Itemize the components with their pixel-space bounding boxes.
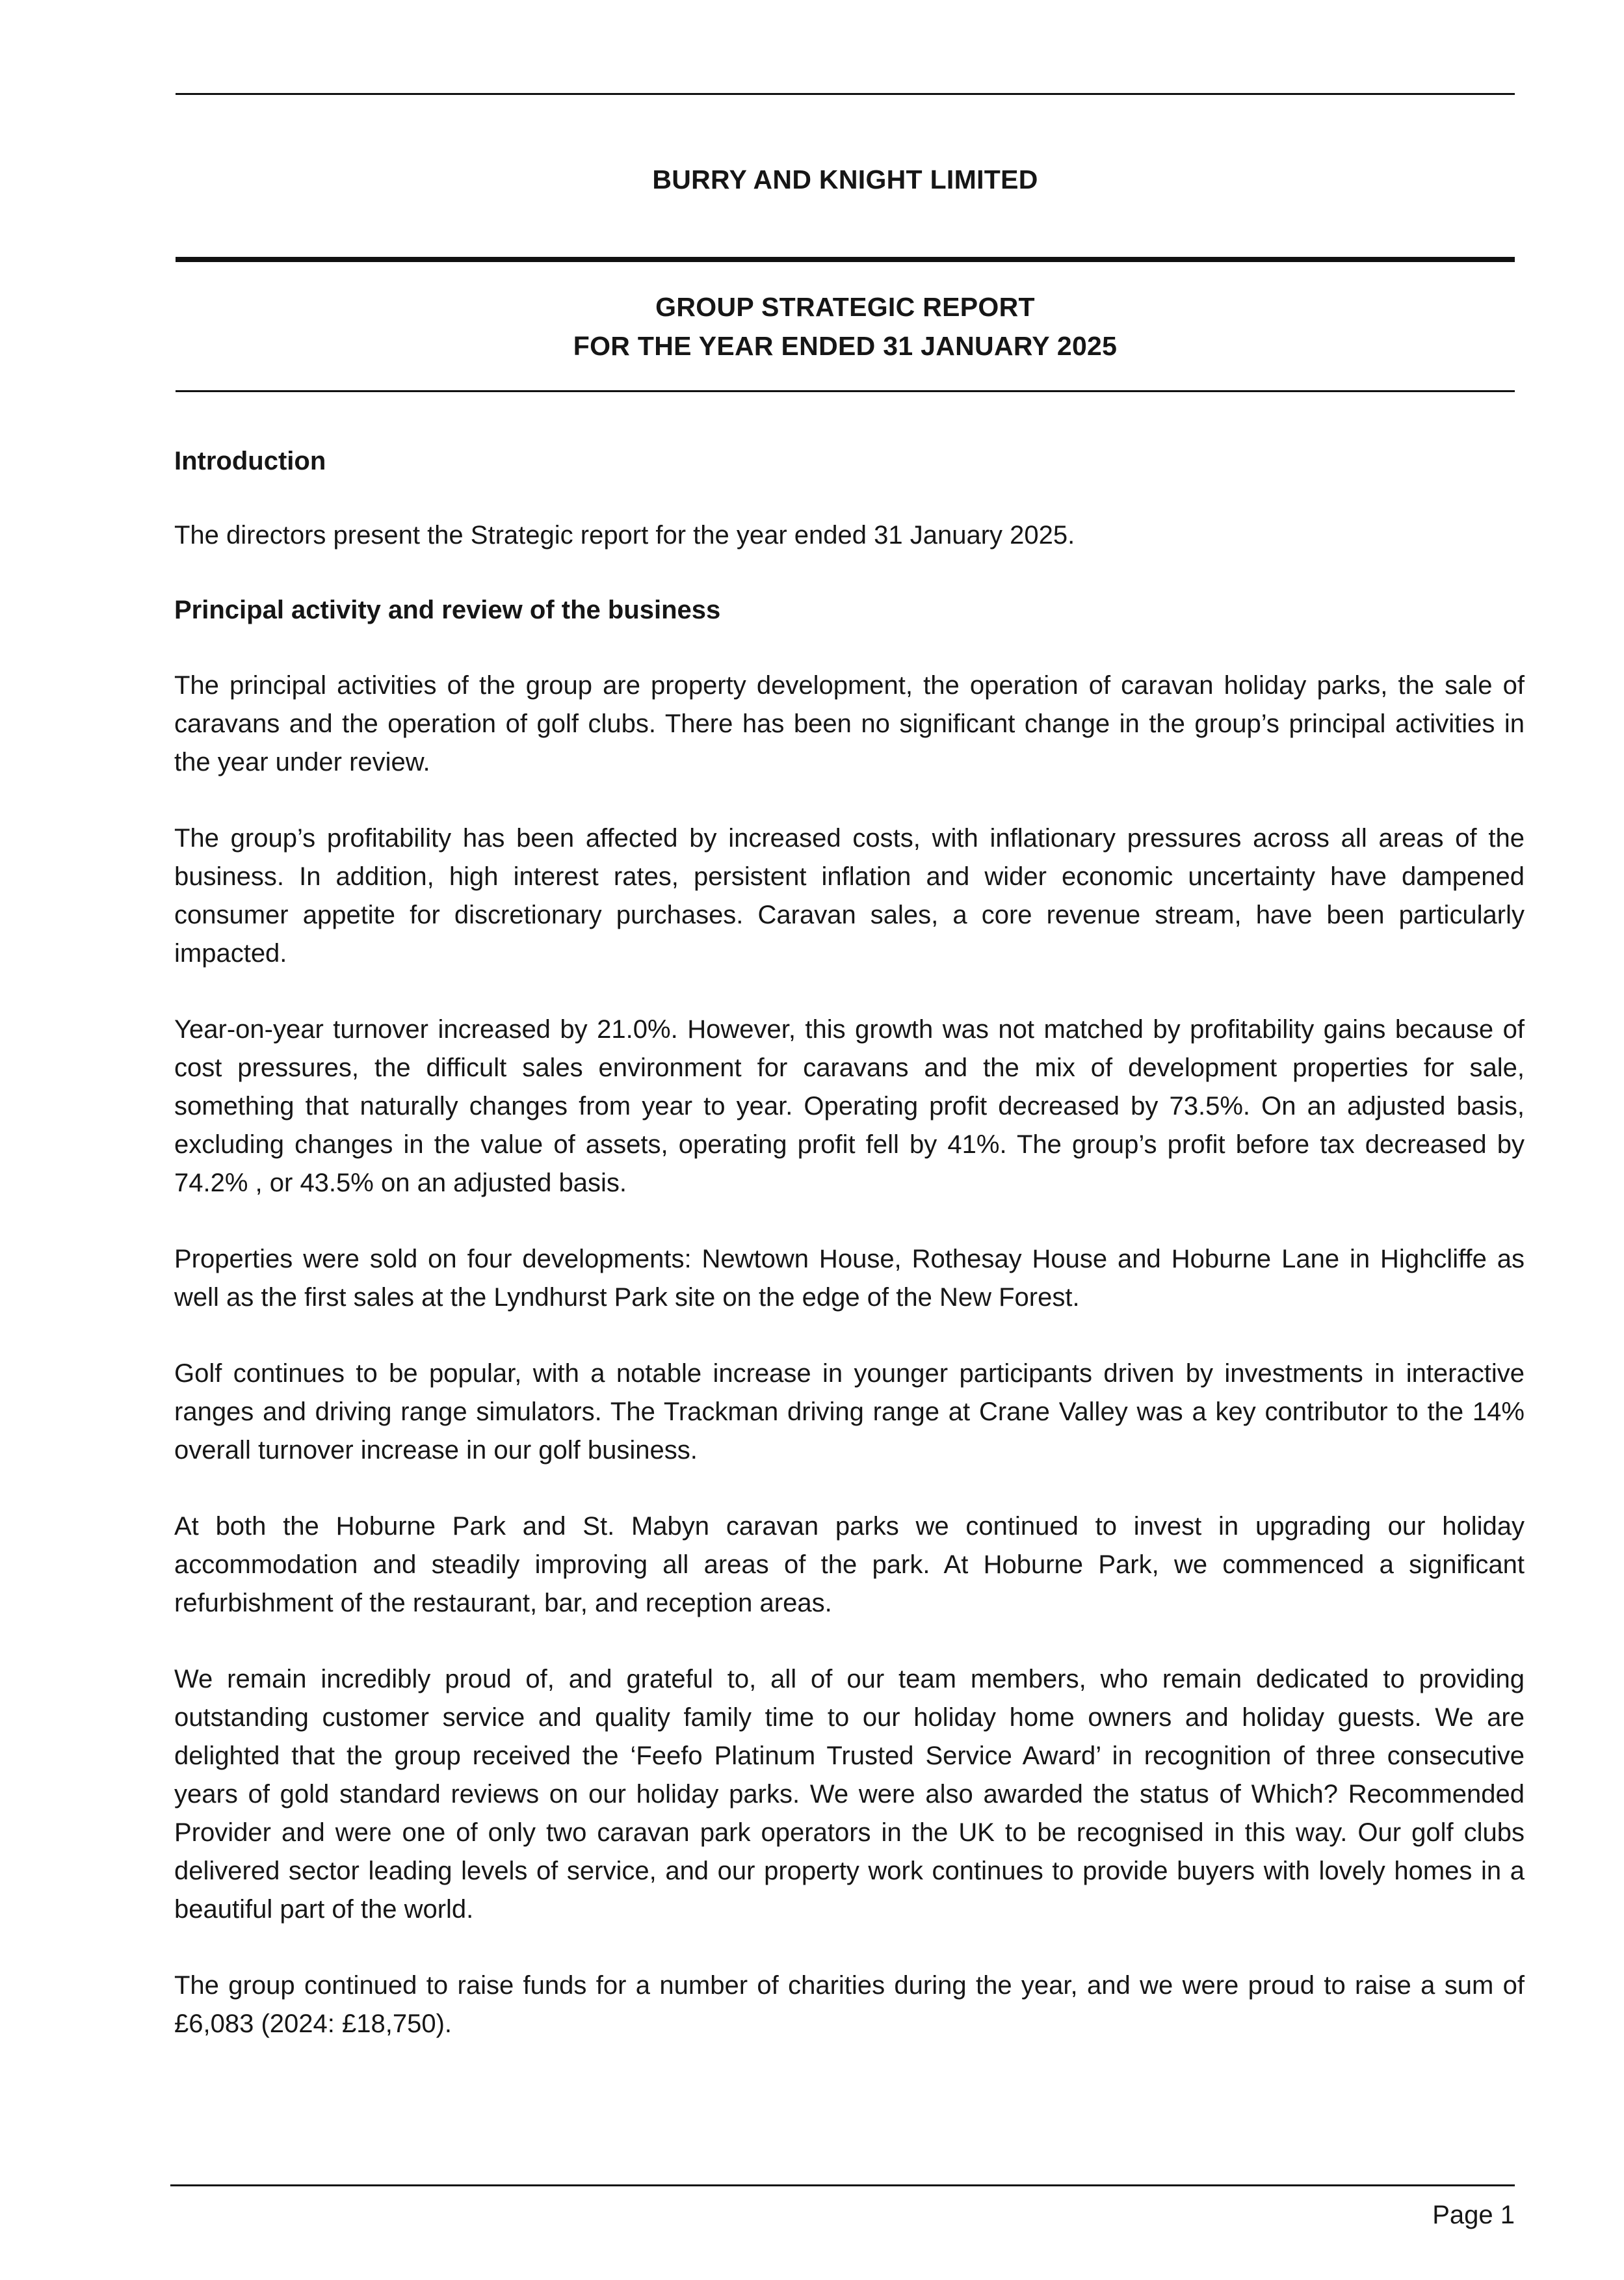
- introduction-paragraph: The directors present the Strategic report for the year ended 31 January 2025.: [174, 521, 1075, 550]
- paragraph-caravan-parks: At both the Hoburne Park and St. Mabyn caravan parks we continued to invest in upgrading our holiday accommodation and steadily improving all areas of the park. At Hoburne Park, we commenced a significant refurbishment of the restaurant, bar, and reception areas.: [174, 1512, 1525, 1617]
- report-title-line-2: FOR THE YEAR ENDED 31 JANUARY 2025: [573, 331, 1118, 361]
- report-title-line-1: GROUP STRATEGIC REPORT: [655, 292, 1035, 322]
- header-thick-divider: [176, 257, 1515, 262]
- introduction-heading: Introduction: [174, 447, 326, 475]
- report-body: [174, 442, 1525, 2043]
- company-name: BURRY AND KNIGHT LIMITED: [652, 165, 1038, 194]
- paragraph-turnover: Year-on-year turnover increased by 21.0%. However, this growth was not matched by profitability gains because of cost pressures, the difficult sales environment for caravans and the mix of development properties for sale, something that naturally changes from year to year. Operating profit decreased by 73.5%. On an adjusted basis, excluding changes in the value of assets, operating profit fell by 41%. The group’s profit before tax decreased by 74.2% , or 43.5% on an adjusted basis.: [174, 1015, 1525, 1197]
- report-title: [176, 287, 1515, 365]
- paragraph-golf: Golf continues to be popular, with a notable increase in younger participants driven by investments in interactive ranges and driving range simulators. The Trackman driving range at Crane Valley was a key contributor to the 14% overall turnover increase in our golf business.: [174, 1359, 1525, 1465]
- paragraph-charities: The group continued to raise funds for a number of charities during the year, and we were proud to raise a sum of £6,083 (2024: £18,750).: [174, 1971, 1525, 2038]
- title-divider: [176, 390, 1515, 392]
- footer-divider: [170, 2184, 1515, 2186]
- paragraph-profitability: The group’s profitability has been affected by increased costs, with inflationary pressures across all areas of the business. In addition, high interest rates, persistent inflation and wider economic uncertainty have dampened consumer appetite for discretionary purchases. Caravan sales, a core revenue stream, have been particularly impacted.: [174, 824, 1525, 968]
- paragraph-team-members: We remain incredibly proud of, and grateful to, all of our team members, who remain dedicated to providing outstanding customer service and quality family time to our holiday home owners and holiday guests. We are delighted that the group received the ‘Feefo Platinum Trusted Service Award’ in recognition of three consecutive years of gold standard reviews on our holiday parks. We were also awarded the status of Which? Recommended Provider and were one of only two caravan park operators in the UK to be recognised in this way. Our golf clubs delivered sector leading levels of service, and our property work continues to provide buyers with lovely homes in a beautiful part of the world.: [174, 1665, 1525, 1924]
- top-divider: [176, 93, 1515, 95]
- paragraph-principal-activities: The principal activities of the group are property development, the operation of caravan holiday parks, the sale of caravans and the operation of golf clubs. There has been no significant change in the group’s principal activities in the year under review.: [174, 671, 1525, 776]
- page-number: Page 1: [1432, 2201, 1515, 2229]
- paragraph-properties: Properties were sold on four developments: Newtown House, Rothesay House and Hoburne Lane in Highcliffe as well as the first sales at the Lyndhurst Park site on the edge of the New Forest.: [174, 1245, 1525, 1312]
- principal-activity-heading: Principal activity and review of the business: [174, 596, 721, 624]
